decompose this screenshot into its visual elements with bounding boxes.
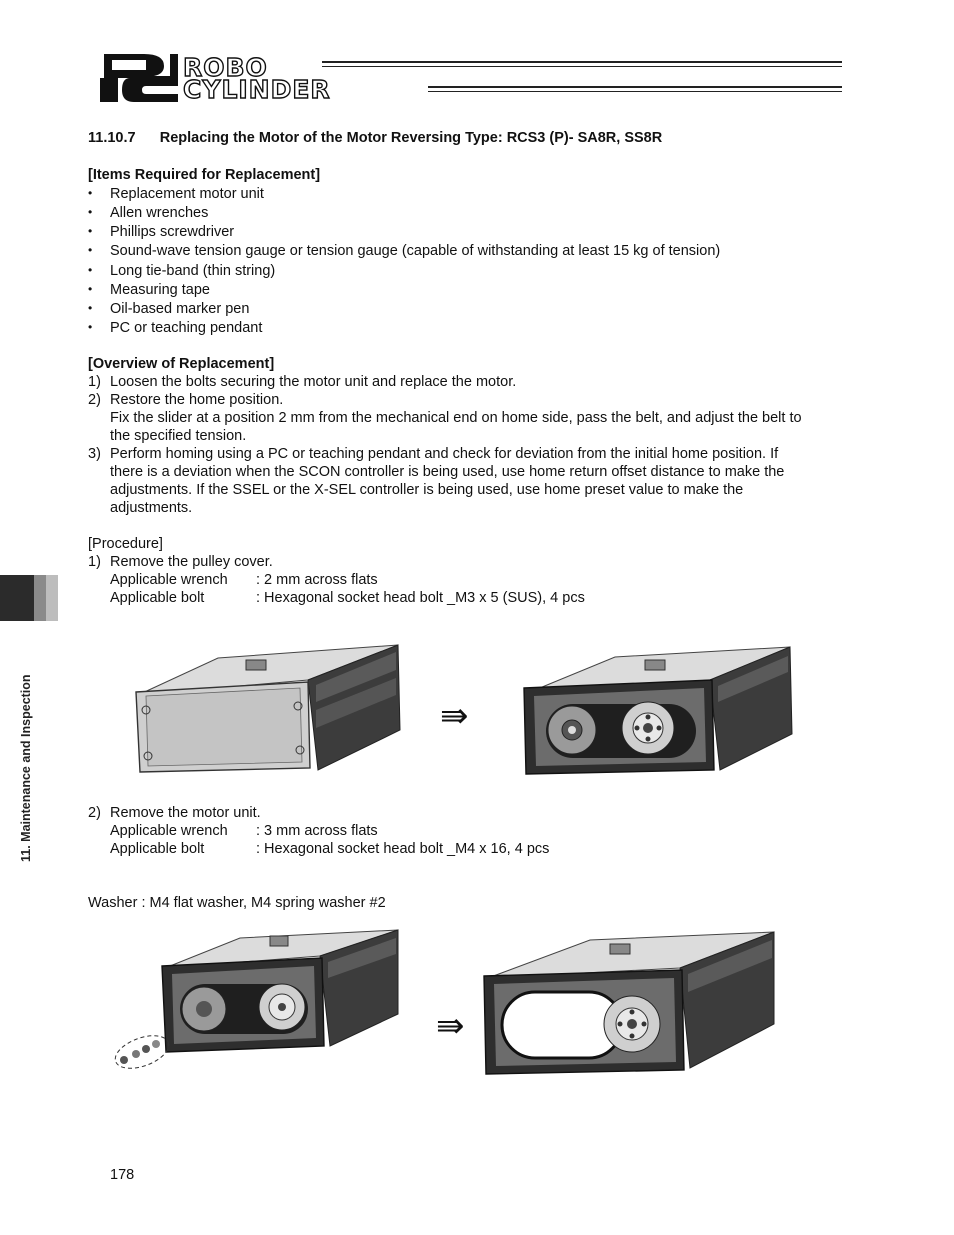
step-number: 1) — [88, 554, 101, 570]
side-tab-label: 11. Maintenance and Inspection — [19, 674, 33, 862]
side-tab-marker-strip — [46, 575, 58, 621]
arrow-icon: ⇛ — [436, 1006, 465, 1046]
step-text: Restore the home position. — [110, 392, 284, 408]
list-item: Measuring tape — [110, 282, 210, 298]
bullet: • — [88, 224, 93, 238]
side-tab-marker — [0, 575, 34, 621]
step-number: 3) — [88, 446, 101, 462]
arrow-icon: ⇛ — [440, 696, 469, 736]
section-title: 11.10.7 Replacing the Motor of the Motor Reversing Type: RCS3 (P)- SA8R, SS8R — [88, 130, 663, 146]
step-text: adjustments. If the SSEL or the X-SEL controller is being used, use home preset value to make the — [110, 482, 744, 498]
step-title: Remove the pulley cover. — [110, 554, 273, 570]
bullet: • — [88, 186, 93, 200]
bullet: • — [88, 263, 93, 277]
step-number: 1) — [88, 374, 101, 390]
list-item: Replacement motor unit — [110, 186, 264, 202]
step-text: the specified tension. — [110, 428, 247, 444]
step-text: Loosen the bolts securing the motor unit and replace the motor. — [110, 374, 517, 390]
bullet: • — [88, 301, 93, 315]
bullet: • — [88, 243, 93, 257]
list-item: Sound-wave tension gauge or tension gauge (capable of withstanding at least 15 kg of tension) — [110, 243, 721, 259]
wrench-label: Applicable wrench — [110, 823, 228, 839]
rc-logo-mark — [100, 52, 180, 102]
actuator-with-cover-figure — [128, 640, 408, 775]
motor-removed-figure — [480, 928, 780, 1078]
procedure-heading: [Procedure] — [88, 536, 163, 552]
list-item: Allen wrenches — [110, 205, 209, 221]
list-item: Long tie-band (thin string) — [110, 263, 276, 279]
bolt-label: Applicable bolt — [110, 590, 205, 606]
bolt-value: : Hexagonal socket head bolt _M3 x 5 (SUS), 4 pcs — [256, 590, 585, 606]
wrench-value: : 3 mm across flats — [256, 823, 378, 839]
step-number: 2) — [88, 392, 101, 408]
overview-heading: [Overview of Replacement] — [88, 356, 275, 372]
bolt-value: : Hexagonal socket head bolt _M4 x 16, 4 pcs — [256, 841, 550, 857]
header-rule-top-2 — [322, 66, 842, 67]
header-rule-bottom — [428, 86, 842, 88]
step-text: Perform homing using a PC or teaching pendant and check for deviation from the initial home position. If — [110, 446, 779, 462]
bullet: • — [88, 282, 93, 296]
step-text: there is a deviation when the SCON controller is being used, use home return offset distance to make the — [110, 464, 785, 480]
motor-unit-bolts-figure — [110, 928, 410, 1073]
header-rule-bottom-2 — [428, 91, 842, 92]
bullet: • — [88, 320, 93, 334]
logo-word-cylinder: CYLINDER — [183, 75, 331, 104]
page-number: 178 — [110, 1167, 135, 1183]
list-item: Oil-based marker pen — [110, 301, 250, 317]
washer-note: Washer : M4 flat washer, M4 spring washer #2 — [88, 895, 386, 911]
step-text: Fix the slider at a position 2 mm from the mechanical end on home side, pass the belt, and adjust the belt to — [110, 410, 802, 426]
step-number: 2) — [88, 805, 101, 821]
list-item: PC or teaching pendant — [110, 320, 263, 336]
step-text: adjustments. — [110, 500, 193, 516]
step-title: Remove the motor unit. — [110, 805, 261, 821]
logo-word-robo: ROBO — [183, 53, 268, 82]
bullet: • — [88, 205, 93, 219]
list-item: Phillips screwdriver — [110, 224, 235, 240]
actuator-cover-removed-figure — [520, 642, 800, 777]
wrench-label: Applicable wrench — [110, 572, 228, 588]
bolt-label: Applicable bolt — [110, 841, 205, 857]
items-required-heading: [Items Required for Replacement] — [88, 167, 321, 183]
wrench-value: : 2 mm across flats — [256, 572, 378, 588]
header-rule-top — [322, 61, 842, 63]
